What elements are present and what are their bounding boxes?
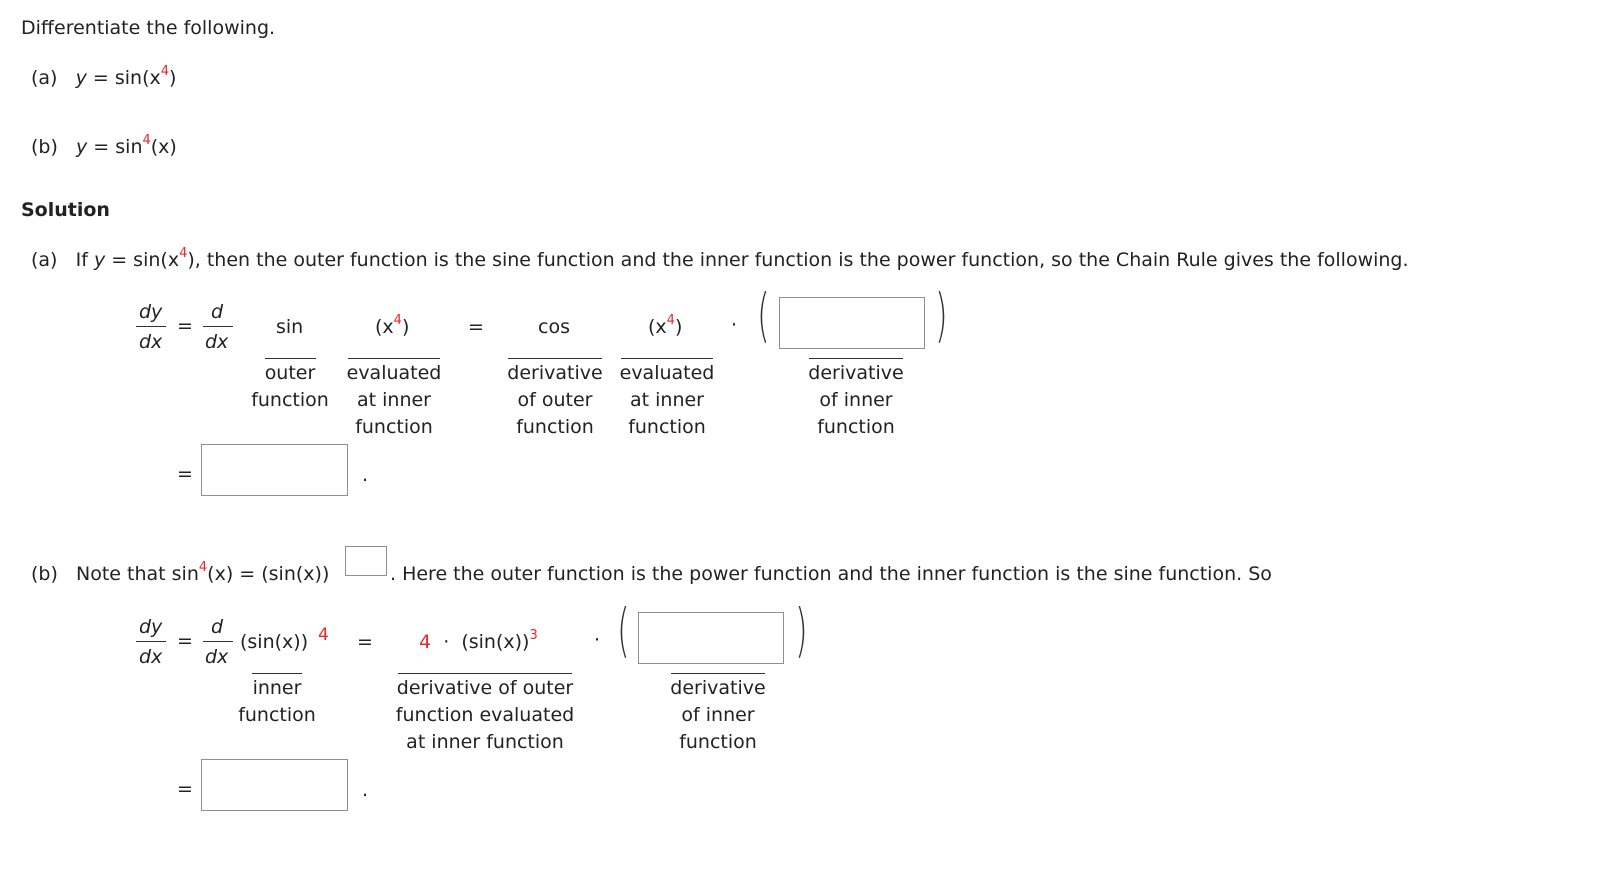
a-label-evaluated — [344, 360, 444, 441]
problem-b-eq: = sin — [87, 136, 143, 158]
a-equals-1: = — [177, 315, 193, 337]
a-inner2-close: ) — [674, 316, 683, 338]
a-label-deriv-outer — [504, 360, 606, 441]
b-sin-expr-2: (sin(x)) — [461, 631, 530, 653]
a-underline-evaluated2 — [621, 358, 713, 359]
a-label-evaluated2 — [617, 360, 717, 441]
b-underline-inner — [252, 673, 302, 674]
a-label-deriv-outer-1: derivative — [507, 362, 603, 384]
a-underline-deriv-inner — [809, 358, 903, 359]
a-inner2-exp: 4 — [666, 313, 675, 328]
b-label-inner-2: function — [238, 704, 316, 726]
a-label-outer-1: outer — [264, 362, 316, 384]
problem-a-eq: = sin(x — [86, 67, 161, 89]
instruction: Differentiate the following. — [21, 17, 276, 39]
part-a-sentence — [31, 246, 1409, 271]
part-b-exp: 4 — [198, 560, 208, 575]
a-dy: dy — [139, 301, 163, 323]
b-ddx: dx — [205, 646, 229, 668]
a-underline-deriv-outer — [508, 358, 602, 359]
a-result-input[interactable] — [201, 444, 348, 496]
a-label-evaluated2-1: evaluated — [619, 362, 715, 384]
part-b-label: (b) — [31, 563, 58, 585]
a-ddx: dx — [205, 331, 229, 353]
a-label-deriv-inner — [805, 360, 907, 441]
b-ddx-bar — [203, 641, 233, 642]
b-dx: dx — [139, 646, 163, 668]
a-equals-2: = — [468, 316, 484, 338]
a-inner-close: ) — [401, 316, 410, 338]
a-dot: · — [731, 314, 738, 336]
a-left-paren: ( — [757, 281, 770, 349]
a-label-evaluated-3: function — [355, 416, 433, 438]
b-result-period: . — [362, 779, 369, 801]
b-underline-deriv-outer — [398, 673, 572, 674]
a-result-equals: = — [177, 463, 193, 485]
a-label-deriv-inner-1: derivative — [808, 362, 904, 384]
b-dot-2: · — [594, 629, 601, 651]
b-label-deriv-inner — [667, 675, 769, 756]
b-equals-2: = — [357, 631, 373, 653]
b-result-input[interactable] — [201, 759, 348, 811]
a-cos: cos — [538, 316, 570, 338]
a-label-deriv-inner-2: of inner — [819, 389, 893, 411]
b-label-deriv-outer-3: at inner function — [406, 731, 564, 753]
part-a-y: y — [93, 249, 106, 271]
a-label-evaluated2-3: function — [628, 416, 706, 438]
problem-b — [31, 133, 177, 158]
a-inner2-open: (x — [648, 316, 667, 338]
a-d: d — [211, 301, 224, 323]
b-label-deriv-outer — [389, 675, 581, 756]
problem-a-exp: 4 — [160, 64, 170, 79]
problem-b-rest: (x) — [150, 136, 177, 158]
b-result-equals: = — [177, 778, 193, 800]
problem-b-label: (b) — [31, 136, 58, 158]
part-a-eq: = sin(x — [105, 249, 180, 271]
a-label-deriv-outer-3: function — [516, 416, 594, 438]
b-left-paren: ( — [617, 596, 630, 664]
part-b-mid: (x) = (sin(x)) — [207, 563, 330, 585]
a-inner-expr-2 — [648, 313, 683, 338]
b-equals-1: = — [177, 630, 193, 652]
a-sin: sin — [276, 316, 304, 338]
b-inner-derivative-input[interactable] — [638, 612, 784, 664]
b-dot-1: · — [443, 631, 450, 653]
problem-a-label: (a) — [31, 67, 58, 89]
problem-b-y: y — [76, 136, 88, 158]
b-dydx-bar — [136, 641, 166, 642]
a-label-outer — [245, 360, 335, 414]
a-label-outer-2: function — [251, 389, 329, 411]
b-dy: dy — [139, 616, 163, 638]
part-a-exp: 4 — [179, 246, 188, 261]
b-sin-expr: (sin(x)) — [240, 631, 309, 653]
a-inner-expr — [375, 313, 410, 338]
b-label-deriv-inner-3: function — [679, 731, 757, 753]
b-right-paren: ) — [795, 596, 808, 664]
b-label-inner — [231, 675, 323, 729]
b-coef: 4 — [419, 631, 432, 653]
problem-a — [31, 64, 177, 89]
a-inner-exp: 4 — [393, 313, 402, 328]
a-label-evaluated2-2: at inner — [630, 389, 704, 411]
b-underline-deriv-inner — [671, 673, 765, 674]
problem-b-exp: 4 — [142, 133, 151, 148]
a-right-paren: ) — [935, 281, 948, 349]
b-power-input[interactable] — [345, 546, 387, 576]
a-inner-open: (x — [375, 316, 394, 338]
a-inner-derivative-input[interactable] — [779, 297, 925, 349]
a-label-deriv-inner-3: function — [817, 416, 895, 438]
part-b-sentence — [31, 560, 330, 585]
b-d: d — [211, 616, 224, 638]
a-underline-evaluated — [348, 358, 440, 359]
part-a-post: ), then the outer function is the sine function and the inner function is the power function, so the Chain Rule gives the following. — [187, 249, 1409, 271]
problem-a-close: ) — [169, 67, 177, 89]
part-b-pre: Note that sin — [76, 563, 199, 585]
part-a-label: (a) — [31, 249, 58, 271]
part-b-post: . Here the outer function is the power function and the inner function is the sine function. So — [390, 563, 1272, 585]
a-label-deriv-outer-2: of outer — [517, 389, 593, 411]
b-label-deriv-inner-2: of inner — [681, 704, 755, 726]
b-label-deriv-outer-1: derivative of outer — [396, 677, 574, 699]
a-underline-outer — [265, 358, 316, 359]
b-power-2: 3 — [529, 628, 538, 643]
a-label-evaluated-1: evaluated — [346, 362, 442, 384]
a-dx: dx — [139, 331, 163, 353]
part-a-pre: If — [75, 249, 94, 271]
solution-heading: Solution — [21, 199, 110, 221]
a-result-period: . — [362, 464, 369, 486]
problem-a-y: y — [75, 67, 87, 89]
a-label-evaluated-2: at inner — [357, 389, 431, 411]
a-ddx-bar — [203, 326, 233, 327]
b-label-inner-1: inner — [252, 677, 302, 699]
b-label-deriv-outer-2: function evaluated — [395, 704, 575, 726]
b-label-deriv-inner-1: derivative — [670, 677, 766, 699]
a-dydx-bar — [136, 326, 166, 327]
b-power: 4 — [318, 625, 329, 645]
b-rhs — [419, 628, 538, 653]
